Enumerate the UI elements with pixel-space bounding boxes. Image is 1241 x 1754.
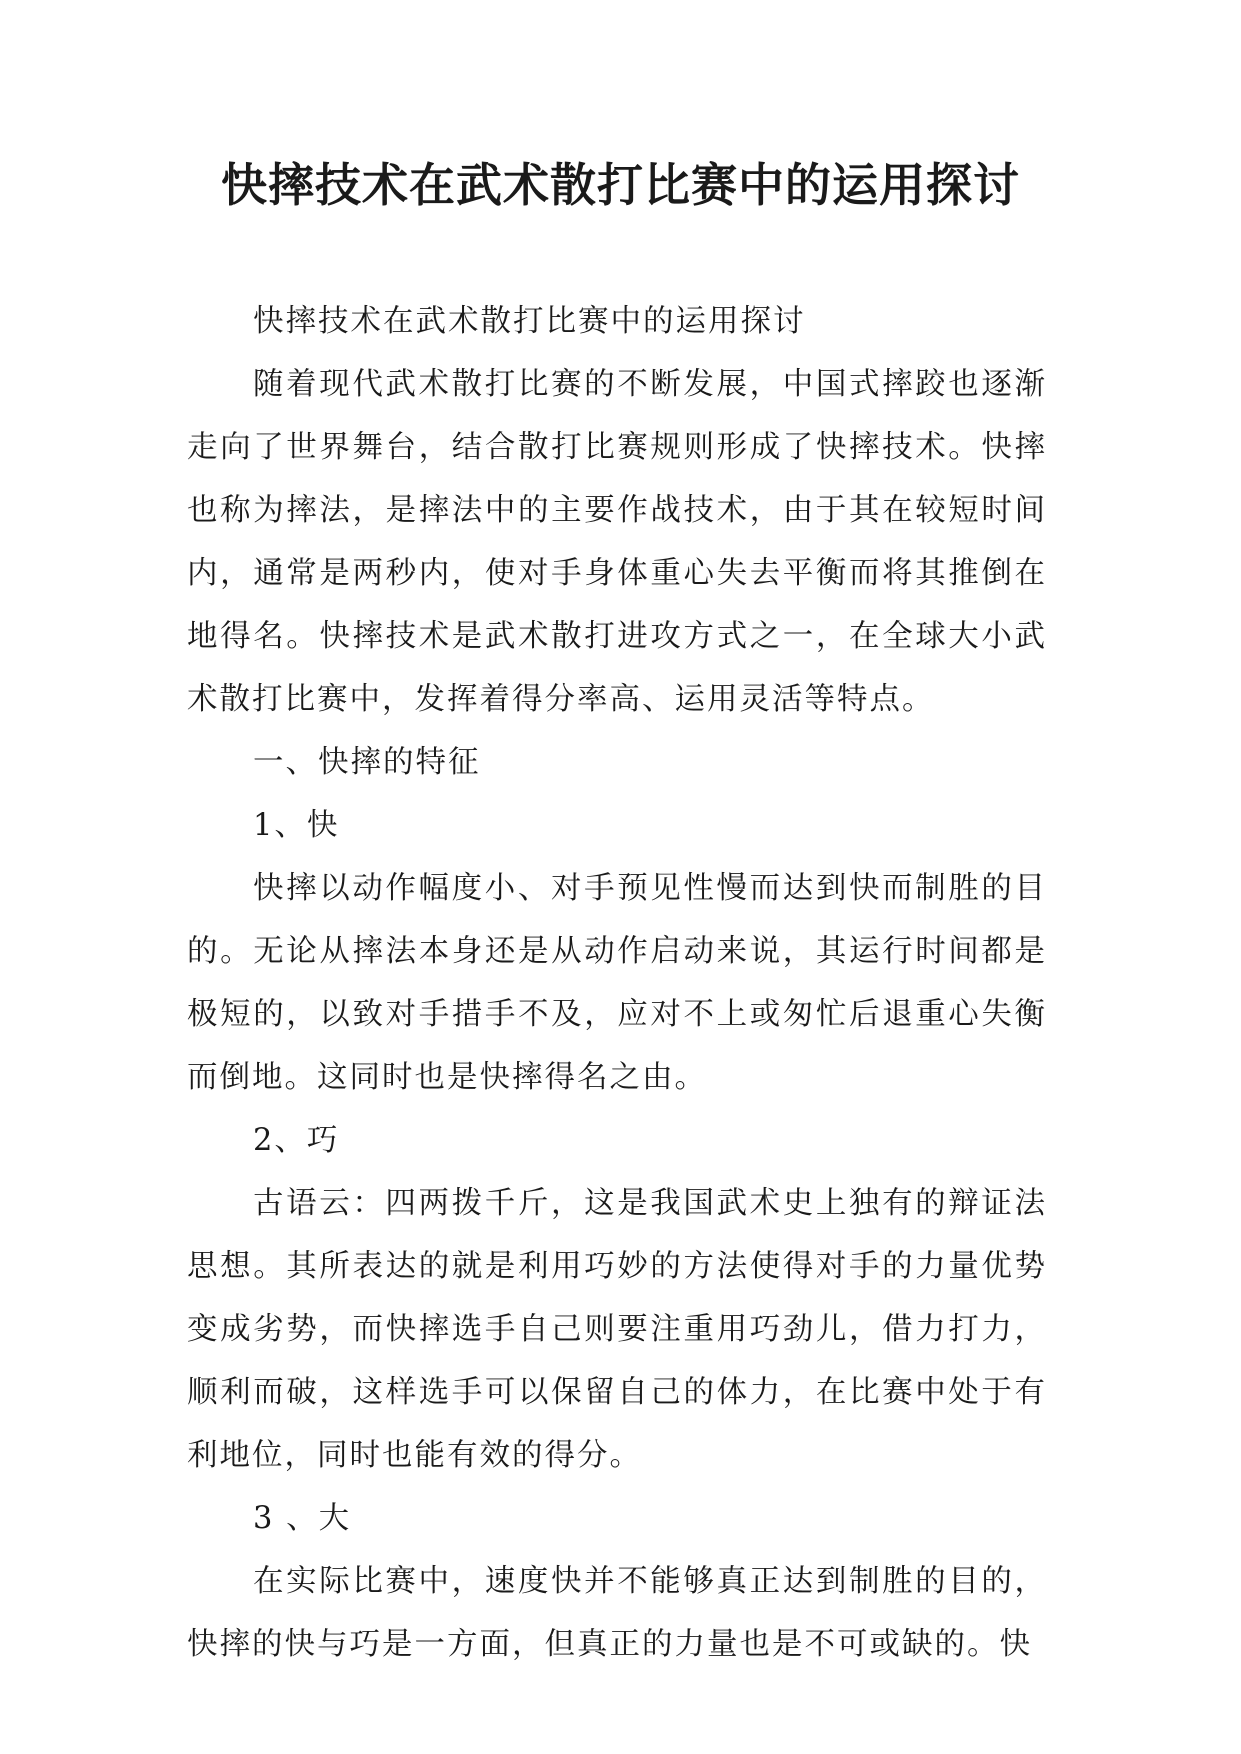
subheading-skill: 2、巧 [253, 1123, 340, 1158]
subheading-fast: 1、快 [253, 808, 340, 843]
paragraph-intro: 随着现代武术散打比赛的不断发展，中国式摔跤也逐渐走向了世界舞台，结合散打比赛规则形成了快摔技术。快摔也称为摔法，是摔法中的主要作战技术，由于其在较短时间内，通常是两秒内，使对手身体重心失去平衡而将其推倒在地得名。快摔技术是武术散打进攻方式之一，在全球大小武术散打比赛中，发挥着得分率高、运用灵活等特点。 [187, 367, 1047, 717]
paragraph-subtitle: 快摔技术在武术散打比赛中的运用探讨 [253, 304, 806, 339]
document-title: 快摔技术在武术散打比赛中的运用探讨 [221, 158, 1020, 212]
section-heading-1: 一、快摔的特征 [253, 745, 481, 780]
document-body [187, 290, 1047, 1676]
paragraph-power: 在实际比赛中，速度快并不能够真正达到制胜的目的，快摔的快与巧是一方面，但真正的力量也是不可或缺的。快 [187, 1564, 1047, 1662]
subheading-power: 3 、大 [253, 1501, 352, 1536]
paragraph-skill: 古语云：四两拨千斤，这是我国武术史上独有的辩证法思想。其所表达的就是利用巧妙的方法使得对手的力量优势变成劣势，而快摔选手自己则要注重用巧劲儿，借力打力，顺利而破，这样选手可以保留自己的体力，在比赛中处于有利地位，同时也能有效的得分。 [187, 1186, 1047, 1473]
paragraph-fast: 快摔以动作幅度小、对手预见性慢而达到快而制胜的目的。无论从摔法本身还是从动作启动来说，其运行时间都是极短的，以致对手措手不及，应对不上或匆忙后退重心失衡而倒地。这同时也是快摔得名之由。 [187, 871, 1047, 1095]
